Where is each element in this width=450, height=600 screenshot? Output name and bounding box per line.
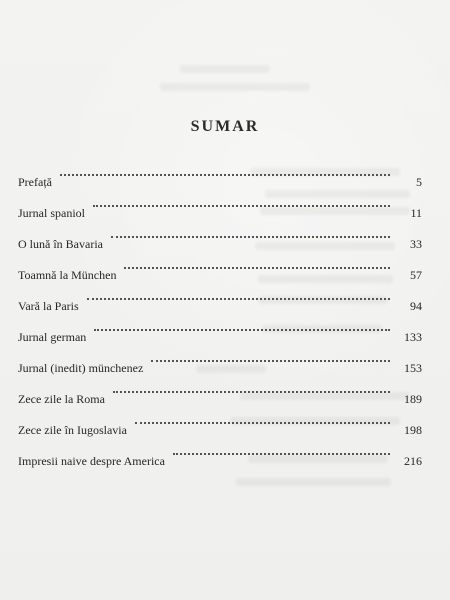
toc-item-toamna-la-munchen xyxy=(18,267,422,298)
toc-page-number: 11 xyxy=(410,206,422,220)
toc-item-label: Prefață xyxy=(18,175,52,189)
dot-leader xyxy=(94,329,390,331)
toc-page-number: 57 xyxy=(410,268,422,282)
dot-leader xyxy=(87,298,390,300)
toc-item-jurnal-inedit-munchenez xyxy=(18,360,422,391)
toc-page-number: 216 xyxy=(404,454,422,468)
toc-item-label: Toamnă la München xyxy=(18,268,117,282)
toc-page-number: 189 xyxy=(404,392,422,406)
toc-item-jurnal-spaniol xyxy=(18,205,422,236)
toc-item-prefata xyxy=(18,174,422,205)
toc-item-label: Jurnal spaniol xyxy=(18,206,85,220)
toc-item-o-luna-in-bavaria xyxy=(18,236,422,267)
dot-leader xyxy=(124,267,390,269)
toc-page-number: 33 xyxy=(410,237,422,251)
dot-leader xyxy=(151,360,390,362)
dot-leader xyxy=(113,391,390,393)
dot-leader xyxy=(135,422,390,424)
dot-leader xyxy=(93,205,390,207)
toc-item-label: O lună în Bavaria xyxy=(18,237,103,251)
toc-page-number: 198 xyxy=(404,423,422,437)
dot-leader xyxy=(111,236,390,238)
dot-leader xyxy=(173,453,390,455)
toc-item-label: Zece zile la Roma xyxy=(18,392,105,406)
toc-item-jurnal-german xyxy=(18,329,422,360)
toc-page-number: 133 xyxy=(404,330,422,344)
toc-page-number: 153 xyxy=(404,361,422,375)
toc-page-number: 5 xyxy=(416,175,422,189)
toc-item-impresii-naive-despre-america xyxy=(18,453,422,484)
toc-item-vara-la-paris xyxy=(18,298,422,329)
dot-leader xyxy=(60,174,390,176)
toc-item-label: Jurnal german xyxy=(18,330,87,344)
page-title: SUMAR xyxy=(190,118,260,135)
toc-item-label: Vară la Paris xyxy=(18,299,79,313)
toc-item-label: Impresii naive despre America xyxy=(18,454,165,468)
table-of-contents xyxy=(18,174,422,484)
toc-item-label: Zece zile în Iugoslavia xyxy=(18,423,127,437)
toc-item-label: Jurnal (inedit) münchenez xyxy=(18,361,144,375)
toc-item-zece-zile-la-roma xyxy=(18,391,422,422)
toc-page-number: 94 xyxy=(410,299,422,313)
toc-item-zece-zile-in-iugoslavia xyxy=(18,422,422,453)
